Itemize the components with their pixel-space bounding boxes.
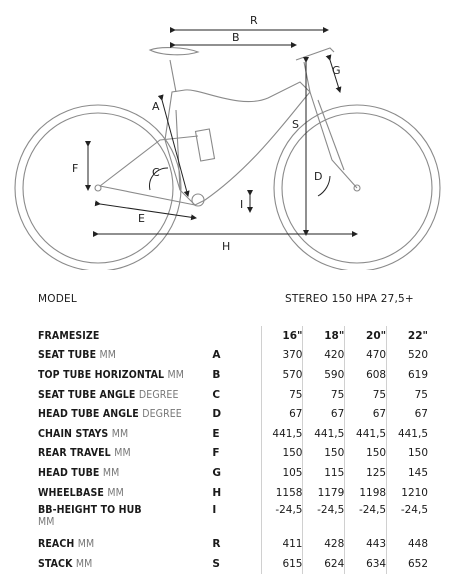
model-label: MODEL	[38, 293, 77, 305]
row-name: SEAT TUBE	[38, 349, 97, 362]
row-name: CHAIN STAYS	[38, 427, 109, 440]
cell-value: 1158	[261, 483, 303, 503]
cell-value: 150	[345, 444, 387, 464]
cell-value: 370	[261, 346, 303, 366]
cell-value: 75	[387, 385, 428, 405]
row-label	[38, 502, 212, 534]
framesize-label: FRAMESIZE	[38, 329, 100, 342]
cell-value: 150	[387, 444, 428, 464]
row-label	[38, 365, 212, 385]
cell-value: 443	[345, 534, 387, 554]
cell-value: 67	[261, 404, 303, 424]
row-name: STACK	[38, 557, 73, 570]
row-name: BB-HEIGHT TO HUB	[38, 504, 142, 517]
table-row	[38, 463, 428, 483]
cell-value: 652	[387, 554, 428, 574]
table-row	[38, 385, 428, 405]
cell-value: 520	[387, 346, 428, 366]
row-code: D	[212, 408, 222, 421]
cell-value: 1179	[303, 483, 345, 503]
cell-value: 590	[303, 365, 345, 385]
row-unit: MM	[114, 447, 131, 460]
model-name: STEREO 150 HPA 27,5+	[285, 293, 414, 305]
dim-label-g: G	[332, 64, 341, 77]
row-code: A	[212, 349, 221, 362]
cell-value: 1210	[387, 483, 428, 503]
cell-value: 411	[261, 534, 303, 554]
row-label	[38, 385, 212, 405]
cell-value: 470	[345, 346, 387, 366]
cell-value: 105	[261, 463, 303, 483]
table-row	[38, 502, 428, 534]
table-row	[38, 534, 428, 554]
row-code: F	[212, 447, 220, 460]
cell-value: 67	[345, 404, 387, 424]
row-unit: DEGREE	[138, 388, 179, 401]
row-code: I	[212, 504, 217, 517]
row-code: C	[212, 388, 221, 401]
dim-label-f: F	[72, 162, 79, 175]
dim-label-h: H	[222, 240, 231, 253]
dim-label-i: I	[240, 198, 244, 211]
cell-value: 75	[261, 385, 303, 405]
row-code: G	[212, 466, 221, 479]
cell-value: 634	[345, 554, 387, 574]
row-label	[38, 424, 212, 444]
frame-outline	[165, 82, 310, 205]
row-unit: MM	[167, 368, 185, 381]
size-header: 22"	[387, 326, 428, 346]
row-name: REACH	[38, 538, 75, 551]
cell-value: 441,5	[345, 424, 387, 444]
geometry-table	[38, 326, 428, 574]
saddle	[150, 48, 198, 55]
cell-value: 608	[345, 365, 387, 385]
row-unit: MM	[77, 538, 95, 551]
table-row	[38, 444, 428, 464]
row-label	[38, 404, 212, 424]
size-header: 20"	[345, 326, 387, 346]
cell-value: 67	[387, 404, 428, 424]
cell-value: 115	[303, 463, 345, 483]
cell-value: 420	[303, 346, 345, 366]
row-code: B	[212, 368, 221, 381]
framesize-header-row	[38, 326, 428, 346]
size-header: 16"	[261, 326, 303, 346]
dim-label-b: B	[232, 31, 240, 44]
table-row	[38, 554, 428, 574]
row-label	[38, 463, 212, 483]
row-name: HEAD TUBE	[38, 466, 100, 479]
row-unit: MM	[38, 516, 55, 529]
row-name: WHEELBASE	[38, 486, 104, 499]
row-code: H	[212, 486, 222, 499]
dim-label-s: S	[292, 118, 299, 131]
dim-label-a: A	[152, 100, 160, 113]
row-label	[38, 346, 212, 366]
cell-value: 67	[303, 404, 345, 424]
bike-geometry-diagram	[0, 0, 450, 270]
cell-value: 75	[303, 385, 345, 405]
row-unit: MM	[111, 427, 129, 440]
cell-value: -24,5	[261, 502, 303, 534]
dim-label-c: C	[152, 166, 160, 179]
row-unit: MM	[102, 466, 120, 479]
table-row	[38, 483, 428, 503]
row-unit: MM	[75, 557, 93, 570]
row-code: R	[212, 538, 221, 551]
table-row	[38, 424, 428, 444]
size-header: 18"	[303, 326, 345, 346]
cell-value: 448	[387, 534, 428, 554]
row-unit: DEGREE	[142, 408, 182, 421]
cell-value: 145	[387, 463, 428, 483]
dim-label-e: E	[138, 212, 145, 225]
row-name: REAR TRAVEL	[38, 447, 111, 460]
table-row	[38, 365, 428, 385]
cell-value: 441,5	[261, 424, 303, 444]
cell-value: 570	[261, 365, 303, 385]
row-label	[38, 534, 212, 554]
row-name: TOP TUBE HORIZONTAL	[38, 368, 165, 381]
row-name: HEAD TUBE ANGLE	[38, 408, 139, 421]
cell-value: 441,5	[303, 424, 345, 444]
row-unit: MM	[99, 349, 117, 362]
cell-value: 75	[345, 385, 387, 405]
cell-value: 150	[303, 444, 345, 464]
row-label	[38, 554, 212, 574]
cell-value: 624	[303, 554, 345, 574]
dim-label-r: R	[250, 14, 258, 27]
cell-value: 441,5	[387, 424, 428, 444]
cell-value: 150	[261, 444, 303, 464]
row-name: SEAT TUBE ANGLE	[38, 388, 136, 401]
model-row	[38, 293, 428, 307]
row-unit: MM	[107, 486, 124, 499]
cell-value: -24,5	[303, 502, 345, 534]
cell-value: 1198	[345, 483, 387, 503]
cell-value: 619	[387, 365, 428, 385]
cell-value: -24,5	[345, 502, 387, 534]
row-label	[38, 444, 212, 464]
cell-value: 615	[261, 554, 303, 574]
cell-value: -24,5	[387, 502, 428, 534]
cell-value: 125	[345, 463, 387, 483]
dim-label-d: D	[314, 170, 323, 183]
row-label	[38, 483, 212, 503]
table-row	[38, 346, 428, 366]
row-code: S	[212, 557, 220, 570]
table-row	[38, 404, 428, 424]
row-code: E	[212, 427, 220, 440]
cell-value: 428	[303, 534, 345, 554]
